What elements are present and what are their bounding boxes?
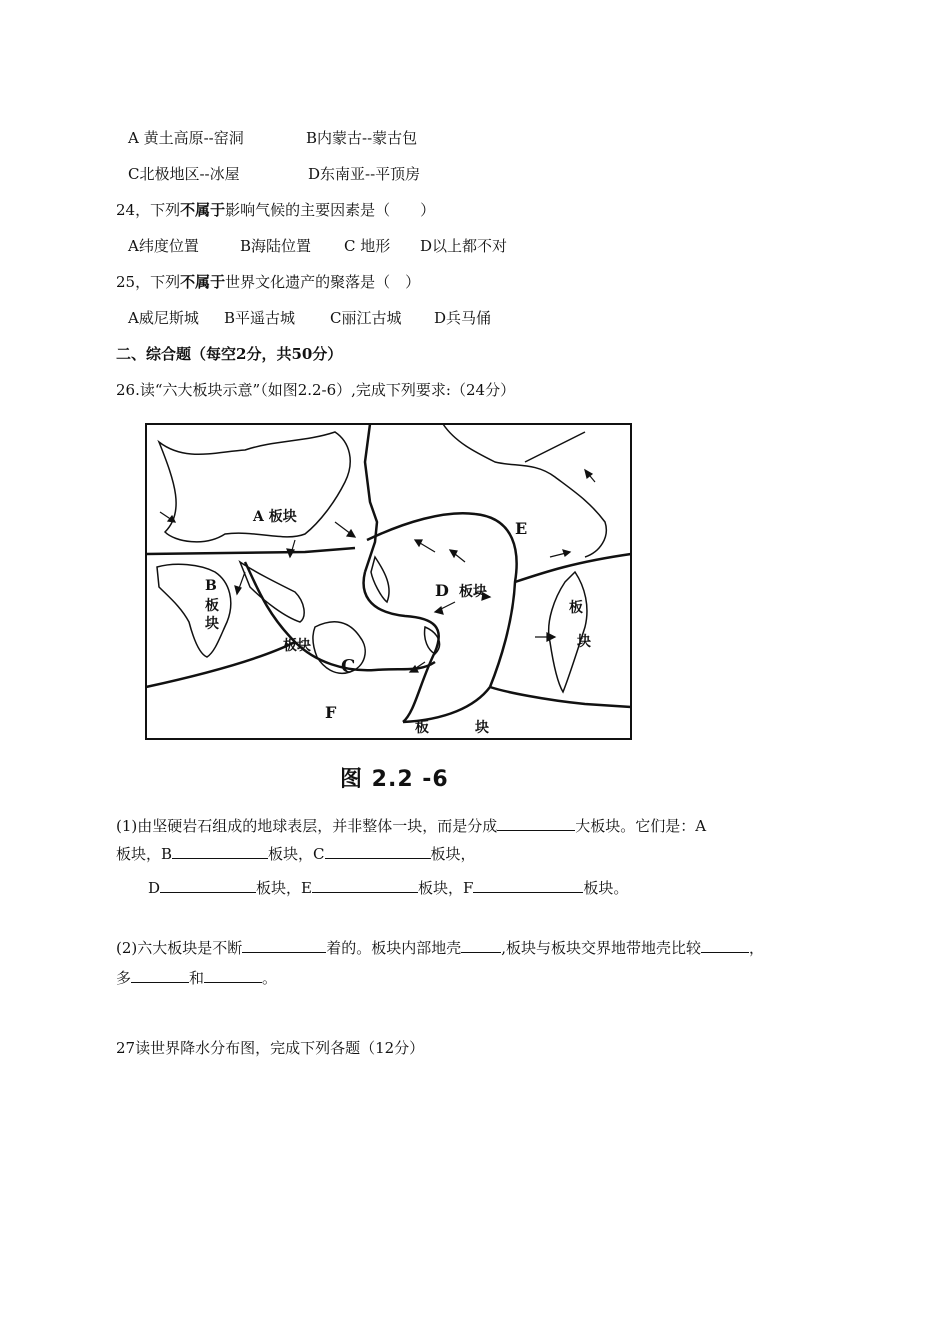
answer-blank-d[interactable] <box>160 878 256 893</box>
q23-option-a: A 黄土高原--窑洞 <box>128 129 244 147</box>
q23-option-b: B内蒙古--蒙古包 <box>306 129 418 147</box>
q26-stem: 26.读“六大板块示意”（如图2.2-6）,完成下列要求:（24分） <box>116 381 516 399</box>
map-label-e-board1: 板 <box>569 600 583 616</box>
map-label-e-board2: 块 <box>577 634 591 650</box>
answer-blank-e[interactable] <box>312 878 418 893</box>
q23-option-d: D东南亚--平顶房 <box>308 165 421 183</box>
answer-blank-b[interactable] <box>172 844 268 859</box>
q26-part1-line2: 板块，B 板块，C 板块， <box>116 845 476 863</box>
map-label-a: A 板块 <box>253 509 297 525</box>
map-label-c-board: 板块 <box>283 638 311 654</box>
answer-blank-volcano[interactable] <box>131 968 189 983</box>
map-label-d-board: 板块 <box>459 584 487 600</box>
q24-option-b: B海陆位置 <box>240 237 312 255</box>
answer-blank-stable[interactable] <box>461 938 501 953</box>
q24-option-a: A纬度位置 <box>128 237 199 255</box>
q25-stem: 25，下列不属于世界文化遗产的聚落是（ ） <box>116 273 421 291</box>
answer-blank-c[interactable] <box>325 844 431 859</box>
q26-part1-line3: D 板块，E 板块，F 板块。 <box>148 879 629 897</box>
map-label-b2: 板 <box>205 598 219 614</box>
q26-part2-line1: (2)六大板块是不断 着的。板块内部地壳 ,板块与板块交界地带地壳比较 ， <box>116 939 765 957</box>
q25-option-a: A威尼斯城 <box>128 309 199 327</box>
tectonic-plates-map <box>145 422 632 742</box>
answer-blank-f[interactable] <box>473 878 583 893</box>
map-label-c: C <box>341 656 356 677</box>
q25-option-d: D兵马俑 <box>434 309 492 327</box>
q24-stem: 24，下列不属于影响气候的主要因素是（ ） <box>116 201 436 219</box>
map-label-e: E <box>515 519 528 538</box>
figure-caption: 图 2.2 -6 <box>340 767 449 792</box>
map-label-f-board2: 块 <box>475 720 489 736</box>
map-label-b: B <box>205 578 217 594</box>
q27-stem: 27读世界降水分布图，完成下列各题（12分） <box>116 1039 425 1057</box>
map-label-f-board1: 板 <box>415 720 429 736</box>
answer-blank-count[interactable] <box>497 816 575 831</box>
map-label-d: D <box>435 581 449 600</box>
q26-part2-line2: 多 和 。 <box>116 969 278 987</box>
map-label-f: F <box>325 703 337 722</box>
q23-option-c: C北极地区--冰屋 <box>128 165 240 183</box>
section-title: 二、综合题（每空2分，共50分） <box>116 345 343 363</box>
q24-option-d: D以上都不对 <box>420 237 508 255</box>
answer-blank-earthquake[interactable] <box>204 968 262 983</box>
answer-blank-active[interactable] <box>701 938 749 953</box>
map-label-b3: 块 <box>205 616 219 632</box>
answer-blank-motion[interactable] <box>242 938 326 953</box>
q26-part1-line1: (1)由坚硬岩石组成的地球表层，并非整体一块，而是分成 大板块。它们是：A <box>116 817 707 835</box>
q25-option-b: B平遥古城 <box>224 309 296 327</box>
q25-option-c: C丽江古城 <box>330 309 402 327</box>
q24-option-c: C 地形 <box>344 237 391 255</box>
